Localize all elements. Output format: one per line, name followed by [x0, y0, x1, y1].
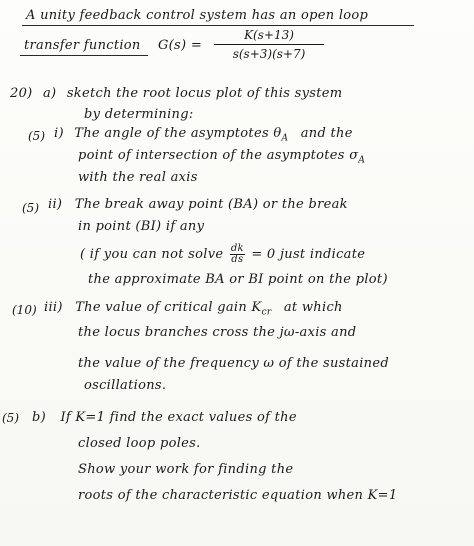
part-b-line-2: closed loop poles. [78, 436, 201, 451]
question-number: 20) [10, 86, 33, 101]
part-iii-marks: (10) [12, 303, 37, 317]
part-iii-line-4: oscillations. [84, 378, 167, 393]
part-a-line-2: by determining: [84, 107, 194, 122]
transfer-function-fraction [214, 28, 324, 61]
part-iii-line-3: the value of the frequency ω of the sustained [78, 356, 389, 371]
part-i-marks: (5) [28, 129, 45, 143]
part-b-marks: (5) [2, 411, 19, 425]
part-ii-label: ii) [48, 197, 63, 212]
part-a-line-1: sketch the root locus plot of this system [66, 86, 343, 101]
intro-underline-1 [22, 25, 414, 26]
part-ii-line-2: in point (BI) if any [78, 219, 205, 234]
part-b-line-1: b) If K=1 find the exact values of the [32, 410, 297, 425]
part-a-label: a) [42, 86, 57, 101]
transfer-function-denominator: s(s+3)(s+7) [232, 47, 306, 61]
part-iii-line-1: iii) The value of critical gain $K_{cr}$ at which [44, 300, 343, 318]
part-ii-line-1: ii) The break away point (BA) or the break [48, 197, 348, 212]
intro-line-2-label: transfer function [24, 38, 141, 53]
part-ii-line-3: ( if you can not solve $\frac{dk}{ds}$ = 0 just indicate [80, 243, 366, 265]
part-ii-marks: (5) [22, 201, 39, 215]
part-iii-line-2: the locus branches cross the jω-axis and [78, 325, 357, 340]
part-ii-line-4: the approximate BA or BI point on the plot) [88, 272, 388, 287]
intro-underline-2 [20, 55, 148, 56]
intro-line-1: A unity feedback control system has an open loop [26, 8, 369, 23]
part-b-line-4: roots of the characteristic equation when K=1 [78, 488, 398, 503]
part-i-line-2: point of intersection of the asymptotes $\sigma_A$ [78, 148, 366, 166]
part-i-line-3: with the real axis [78, 170, 198, 185]
part-b-label: b) [32, 410, 46, 425]
question-20-header [10, 86, 342, 102]
part-i-line-1: i) The angle of the asymptotes $\theta_A$ and the [54, 126, 353, 144]
transfer-function-numerator: K(s+13) [214, 28, 324, 45]
transfer-function-lhs: G(s) = [158, 38, 203, 53]
part-i-label: i) [54, 126, 64, 141]
part-iii-label: iii) [44, 300, 63, 315]
part-b-line-3: Show your work for finding the [78, 462, 294, 477]
dk-ds-fraction: $\frac{dk}{ds}$ [230, 243, 244, 265]
